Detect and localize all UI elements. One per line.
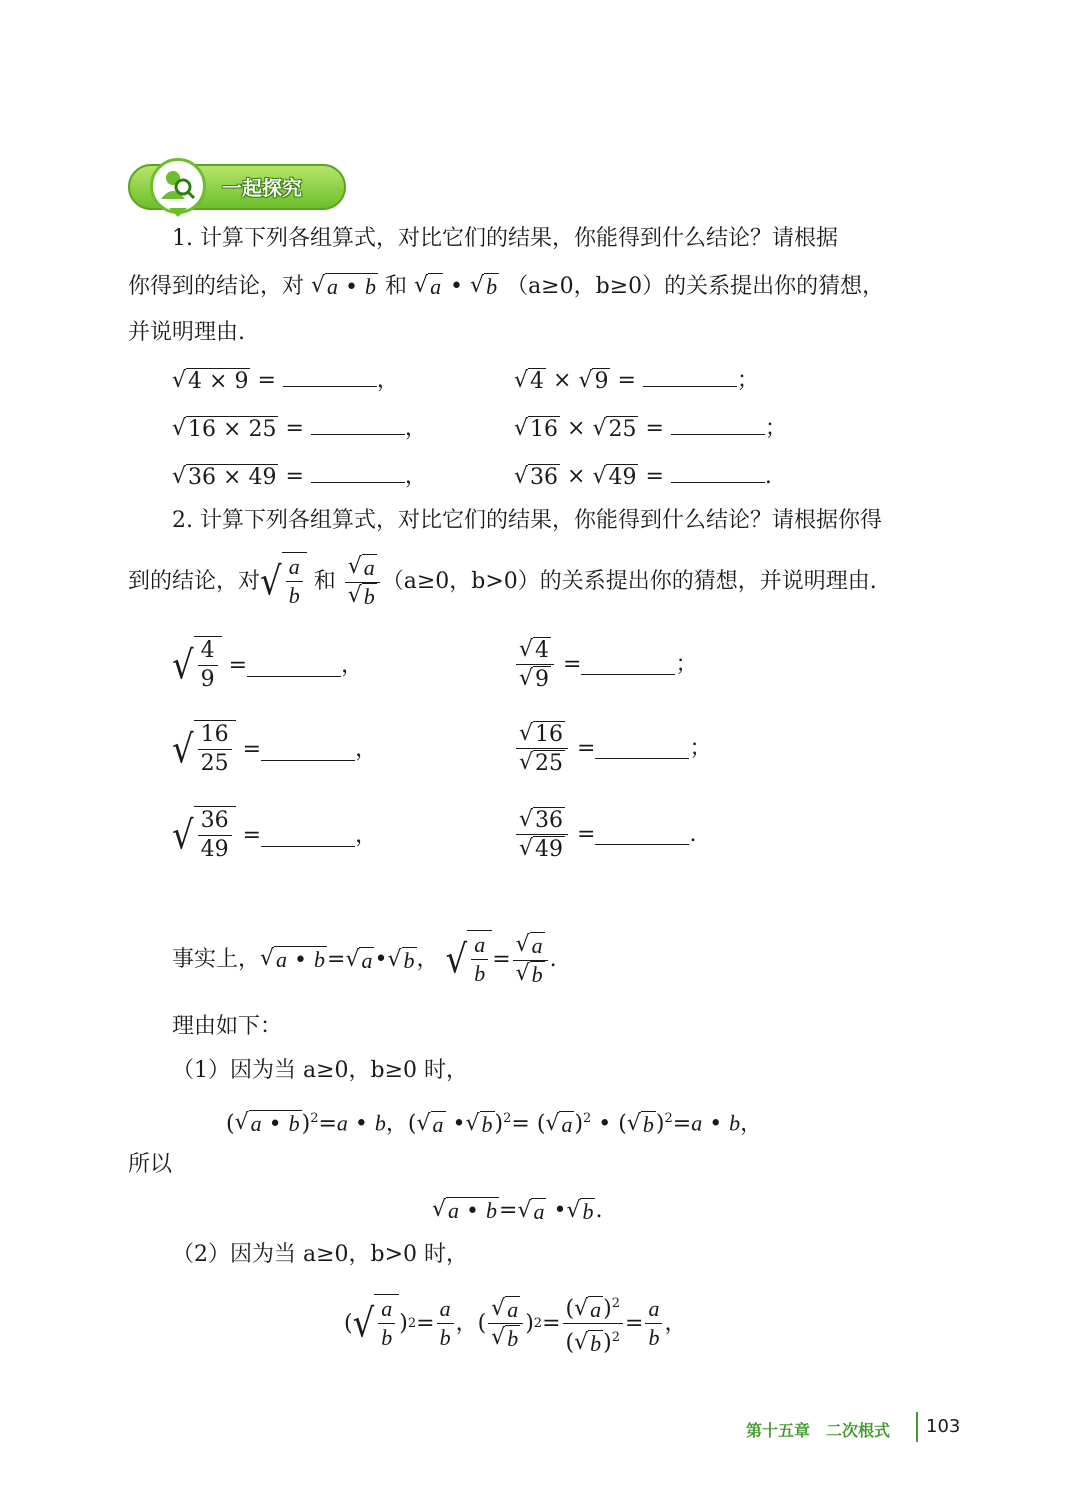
footer-divider — [916, 1412, 918, 1442]
reason-eq2: ( √ $\frac{a}{b}$ ) 2 = $\frac{a}{b}$ ，( √ a √ b ) 2 = ( √ a )$^2$ ( √ b )$^2$ = $\frac{a}{b}$ ， — [344, 1290, 686, 1358]
q1-row1-right: √ 4 × √ 9 = ； — [514, 367, 759, 394]
q2-row2-left: √ $\frac{16}{25}$ = ， — [172, 720, 377, 780]
answer-blank[interactable] — [671, 462, 765, 483]
fact-line: 事实上， √ a • b = √ a • √ b ， √ $\frac{a}{b}$ = √ a √ b . — [172, 930, 557, 990]
q1-row3-right: √ 36 × √ 49 = . — [514, 463, 772, 490]
answer-blank[interactable] — [261, 740, 355, 761]
page-number: 103 — [926, 1416, 961, 1437]
q1-row2-left: √ 16 × 25 = ， — [172, 415, 427, 442]
answer-blank[interactable] — [581, 654, 675, 675]
answer-blank[interactable] — [261, 826, 355, 847]
chapter-label: 第十五章 二次根式 — [746, 1421, 891, 1440]
reason-eq1: ( √ a • b )$^2$=a • b，( √ a • √ b )$^2$= ( √ a )$^2$ • ( √ b )$^2$=a • b， — [226, 1110, 763, 1138]
q2-row1-right: √ 4 √ 9 = ； — [514, 636, 697, 693]
answer-blank[interactable] — [643, 366, 737, 387]
q2-row3-right: √ 36 √ 49 = . — [514, 806, 696, 863]
reason-conclusion1: √ a • b = √ a • √ b . — [432, 1197, 603, 1224]
q1-line2: 你得到的结论，对 √ a • b 和 √ a • √ b （a≥0，b≥0）的关系提出你的猜想， — [128, 273, 885, 300]
q1-line1: 1. 计算下列各组算式，对比它们的结果，你能得到什么结论？请根据 — [172, 226, 838, 251]
so-label: 所以 — [128, 1152, 173, 1177]
search-person-icon — [150, 158, 206, 214]
section-title: 一起探究 — [222, 176, 302, 200]
reason-title: 理由如下： — [172, 1014, 283, 1039]
answer-blank[interactable] — [671, 414, 765, 435]
reason-part2: （2）因为当 a≥0，b>0 时， — [172, 1242, 469, 1267]
answer-blank[interactable] — [247, 656, 341, 677]
q1-row2-right: √ 16 × √ 25 = ； — [514, 415, 787, 442]
answer-blank[interactable] — [283, 366, 377, 387]
reason-part1: （1）因为当 a≥0，b≥0 时， — [172, 1058, 469, 1083]
q2-row2-right: √ 16 √ 25 = ； — [514, 720, 711, 777]
q2-row3-left: √ $\frac{36}{49}$ = ， — [172, 806, 377, 866]
answer-blank[interactable] — [311, 462, 405, 483]
q1-row1-left: √ 4 × 9 = ， — [172, 367, 399, 394]
q2-line1: 2. 计算下列各组算式，对比它们的结果，你能得到什么结论？请根据你得 — [172, 508, 882, 533]
badge-arrow-icon — [169, 208, 187, 217]
q2-row1-left: √ $\frac{4}{9}$ = ， — [172, 636, 363, 696]
q1-line3: 并说明理由. — [128, 320, 245, 345]
q2-line2: 到的结论，对 √ $\frac{a}{b}$ 和 √ a √ b （a≥0，b>0）的关系提出你的猜想，并说明理由. — [128, 552, 877, 612]
answer-blank[interactable] — [595, 824, 689, 845]
answer-blank[interactable] — [311, 414, 405, 435]
q1-row3-left: √ 36 × 49 = ， — [172, 463, 427, 490]
answer-blank[interactable] — [595, 738, 689, 759]
